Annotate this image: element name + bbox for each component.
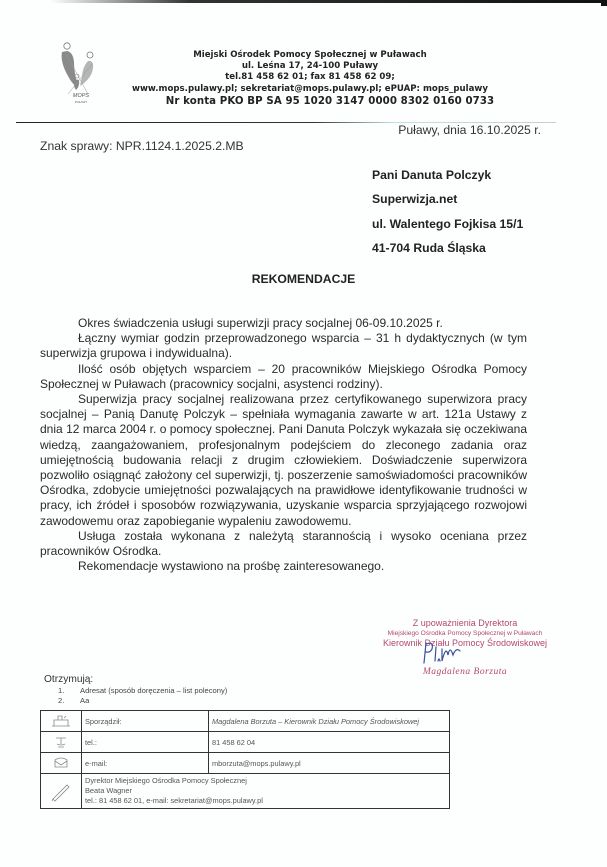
- scan-corner-mark: [601, 0, 607, 6]
- scan-edge-shadow: [50, 0, 607, 3]
- bank-account: Nr konta PKO BP SA 95 1020 3147 0000 8302 0160 0733: [165, 95, 495, 107]
- contact-table: [40, 710, 450, 809]
- email-label: e-mail:: [82, 753, 209, 774]
- letter-body: [40, 316, 527, 574]
- stamp-name: Magdalena Borzuta: [422, 667, 508, 677]
- desk-icon: [41, 711, 82, 732]
- director-title: Dyrektor Miejskiego Ośrodka Pomocy Społecznej: [85, 776, 247, 785]
- director-info: [82, 774, 450, 809]
- distribution-label: Otrzymują:: [44, 674, 94, 685]
- table-row: [41, 732, 450, 753]
- recipient-name: Pani Danuta Polczyk: [372, 168, 492, 182]
- stamp-line-1: Z upoważnienia Dyrektora: [412, 618, 518, 628]
- paragraph: Ilość osób objętych wsparciem – 20 pracowników Miejskiego Ośrodka Pomocy Społecznej w Puławach (pracownicy socjalni, asystenci rodziny).: [40, 361, 527, 391]
- stamp-line-3: Kierownik Działu Pomocy Środowiskowej: [382, 638, 548, 648]
- paragraph: Usługa została wykonana z należytą starannością i wysoko oceniana przez pracowników Ośrodka.: [40, 528, 527, 559]
- paragraph: Rekomendacje wystawiono na prośbę zainteresowanego.: [78, 559, 385, 574]
- organization-address: ul. Leśna 17, 24-100 Puławy: [241, 61, 379, 72]
- item-number: 1.: [58, 686, 65, 695]
- recipient-city: 41-704 Ruda Śląska: [372, 241, 486, 256]
- envelope-icon: [41, 753, 82, 774]
- paragraph: Łączny wymiar godzin przeprowadzonego wsparcia – 31 h dydaktycznych (w tym superwizja grupowa i indywidualna).: [40, 331, 527, 361]
- pen-icon: [41, 774, 82, 809]
- case-reference: Znak sprawy: NPR.1124.1.2025.2.MB: [40, 139, 244, 153]
- recipient-street: ul. Walentego Fojkisa 15/1: [372, 216, 524, 231]
- letterhead: [120, 50, 500, 108]
- distribution-list: [58, 686, 227, 706]
- organization-name: Miejski Ośrodek Pomocy Społecznej w Puławach: [193, 50, 427, 60]
- phone-value: 81 458 62 04: [209, 732, 450, 753]
- recipient-address: [372, 163, 523, 261]
- table-row: [41, 753, 450, 774]
- logo-text: MOPS: [72, 93, 90, 99]
- handwritten-signature-icon: [420, 639, 470, 665]
- director-contact: tel.: 81 458 62 01, e-mail: sekretariat@mops.pulawy.pl: [85, 796, 263, 805]
- director-name: Beata Wagner: [85, 786, 132, 795]
- organization-phone-fax: tel.81 458 62 01; fax 81 458 62 09;: [225, 72, 395, 83]
- paragraph: Okres świadczenia usługi superwizji pracy socjalnej 06-09.10.2025 r.: [78, 316, 443, 330]
- item-number: 2.: [58, 696, 65, 705]
- prepared-by-value: Magdalena Borzuta – Kierownik Działu Pomocy Środowiskowej: [209, 711, 450, 732]
- distribution-item: [58, 686, 227, 696]
- paragraph: Superwizja pracy socjalnej realizowana przez certyfikowanego superwizora pracy socjalnej – Panią Danutę Polczyk – spełniała wymagania zawarte w art. 121a Ustawy z dnia 12 marca 2004 r. o pomocy społecznej. Pani Danuta Polczyk wykazała się oczekiwana wiedzą, zaangażowaniem, profesjonalnym podejściem do zleconego zadania oraz umiejętnością budowania relacji z drugim człowiekiem. Doświadczenie superwizora pozwoliło osiągnąć założony cel superwizji, tj. poszerzenie samoświadomości pracowników Ośrodka, zdobycie umiejętności pozwalających na prawidłowe identyfikowanie trudności w pracy, ich źródeł i sposobów rozwiązywania, uzyskanie wsparcia sprzyjającego rozwojowi zawodowemu oraz zapobieganie wypaleniu zawodowemu.: [40, 392, 527, 528]
- item-text: Adresat (sposób doręczenia – list polecony): [80, 686, 228, 695]
- table-row: [41, 774, 450, 809]
- organization-web-email: www.mops.pulawy.pl; sekretariat@mops.pulawy.pl; ePUAP: mops_pulawy: [132, 83, 488, 94]
- prepared-by-label: Sporządził:: [82, 711, 209, 732]
- phone-icon: [41, 732, 82, 753]
- email-value[interactable]: mborzuta@mops.pulawy.pl: [209, 753, 450, 774]
- phone-label: tel.:: [82, 732, 209, 753]
- logo-subtext: PUŁAWY: [74, 100, 88, 104]
- stamp-line-2: Miejskiego Ośrodka Pomocy Społecznej w Puławach: [387, 630, 543, 637]
- table-row: [41, 711, 450, 732]
- document-title: REKOMENDACJE: [251, 272, 356, 286]
- mops-logo-icon: [58, 42, 104, 104]
- place-date: Puławy, dnia 16.10.2025 r.: [398, 123, 541, 137]
- item-text: Aa: [80, 696, 90, 705]
- distribution-item: [58, 696, 227, 706]
- recipient-company: Superwizja.net: [372, 192, 458, 207]
